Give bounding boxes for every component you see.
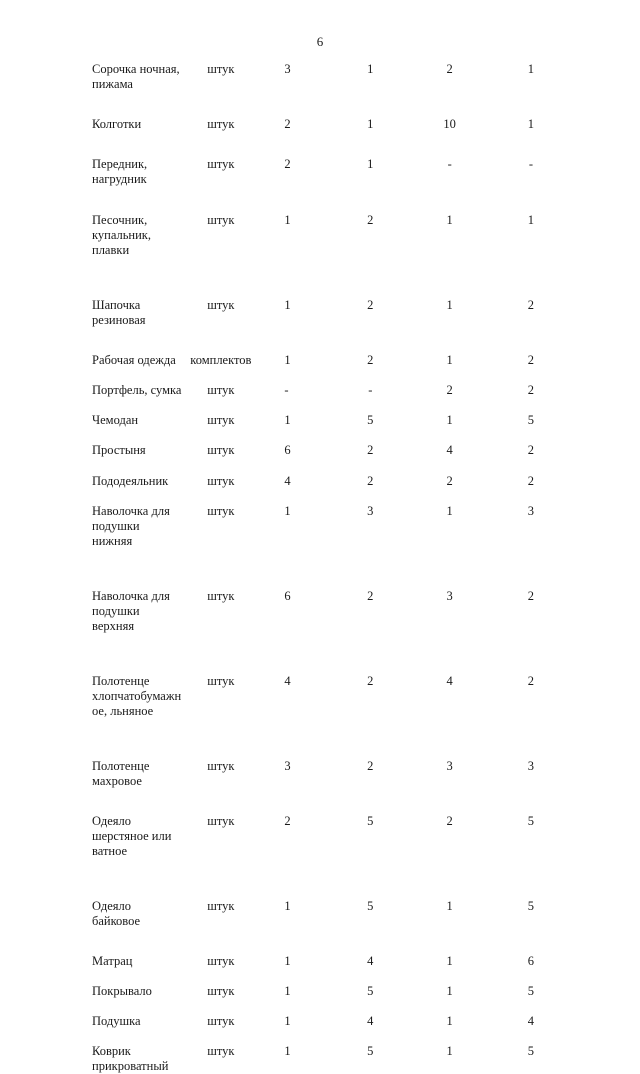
value-col-4: 5 <box>527 984 535 998</box>
item-unit: штук <box>207 383 235 397</box>
value-col-4: 6 <box>527 954 535 968</box>
value-col-1: 1 <box>284 353 291 367</box>
value-col-3: 1 <box>446 413 453 427</box>
item-name: Подушка <box>92 1014 141 1028</box>
value-col-2: 4 <box>367 1014 374 1028</box>
item-unit: штук <box>207 759 235 773</box>
value-col-4: 5 <box>527 899 535 913</box>
value-col-4: 5 <box>527 1044 535 1058</box>
item-name: Полотенце хлопчатобумажн ое, льняное <box>92 674 182 718</box>
value-col-3: 4 <box>446 443 453 457</box>
item-unit: штук <box>207 954 235 968</box>
item-unit: штук <box>207 589 235 603</box>
item-name: Одеяло байковое <box>92 899 141 928</box>
item-unit: штук <box>207 443 235 457</box>
item-unit: штук <box>207 899 235 913</box>
value-col-1: 4 <box>284 674 291 688</box>
item-unit: комплектов <box>190 353 252 367</box>
table-row <box>92 589 572 634</box>
item-name: Передник, нагрудник <box>92 157 148 186</box>
value-col-2: - <box>368 383 373 397</box>
value-col-1: - <box>284 383 289 397</box>
item-name: Колготки <box>92 117 142 131</box>
value-col-2: 1 <box>367 62 374 76</box>
value-col-4: 4 <box>527 1014 535 1028</box>
value-col-1: 4 <box>284 474 291 488</box>
value-col-4: 1 <box>527 117 535 131</box>
value-col-2: 1 <box>367 117 374 131</box>
table-row <box>92 674 572 719</box>
table-row <box>92 1014 572 1029</box>
value-col-3: 2 <box>446 383 453 397</box>
table-row <box>92 383 572 398</box>
table-row <box>92 353 572 368</box>
value-col-4: 5 <box>527 413 535 427</box>
value-col-1: 1 <box>284 298 291 312</box>
item-name: Пододеяльник <box>92 474 169 488</box>
value-col-3: 1 <box>446 353 453 367</box>
item-unit: штук <box>207 504 235 518</box>
item-unit: штук <box>207 1014 235 1028</box>
value-col-4: 1 <box>527 62 535 76</box>
value-col-3: 1 <box>446 1014 453 1028</box>
value-col-1: 2 <box>284 117 291 131</box>
value-col-1: 6 <box>284 589 291 603</box>
item-name: Матрац <box>92 954 133 968</box>
table-row <box>92 984 572 999</box>
value-col-4: 2 <box>527 298 535 312</box>
value-col-4: 1 <box>527 213 535 227</box>
value-col-4: 2 <box>527 443 535 457</box>
item-unit: штук <box>207 413 235 427</box>
page-number: 6 <box>316 34 324 49</box>
item-unit: штук <box>207 157 235 171</box>
value-col-2: 2 <box>367 589 374 603</box>
item-unit: штук <box>207 814 235 828</box>
table-row <box>92 474 572 489</box>
value-col-1: 3 <box>284 759 291 773</box>
value-col-1: 3 <box>284 62 291 76</box>
value-col-1: 1 <box>284 1044 291 1058</box>
value-col-3: 1 <box>446 1044 453 1058</box>
value-col-1: 1 <box>284 1014 291 1028</box>
table-row <box>92 814 572 859</box>
value-col-1: 2 <box>284 814 291 828</box>
item-name: Сорочка ночная, пижама <box>92 62 180 91</box>
value-col-3: 1 <box>446 984 453 998</box>
value-col-1: 6 <box>284 443 291 457</box>
item-name: Шапочка резиновая <box>92 298 146 327</box>
value-col-2: 5 <box>367 413 374 427</box>
item-name: Покрывало <box>92 984 152 998</box>
item-name: Рабочая одежда <box>92 353 176 367</box>
value-col-3: 2 <box>446 474 453 488</box>
table-row <box>92 157 572 187</box>
value-col-2: 2 <box>367 213 374 227</box>
table-row <box>92 504 572 549</box>
value-col-2: 5 <box>367 814 374 828</box>
value-col-2: 2 <box>367 443 374 457</box>
value-col-3: 1 <box>446 504 453 518</box>
value-col-4: 2 <box>527 589 535 603</box>
table-row <box>92 954 572 969</box>
value-col-4: 2 <box>527 383 535 397</box>
value-col-3: 3 <box>446 759 453 773</box>
table-row <box>92 759 572 789</box>
value-col-1: 1 <box>284 504 291 518</box>
table-row <box>92 443 572 458</box>
value-col-3: 2 <box>446 814 453 828</box>
value-col-4: 2 <box>527 674 535 688</box>
item-unit: штук <box>207 674 235 688</box>
table-row <box>92 1044 572 1074</box>
value-col-1: 1 <box>284 899 291 913</box>
value-col-2: 2 <box>367 674 374 688</box>
value-col-2: 5 <box>367 984 374 998</box>
item-name: Простыня <box>92 443 146 457</box>
item-unit: штук <box>207 298 235 312</box>
item-name: Наволочка для подушки верхняя <box>92 589 170 633</box>
value-col-1: 1 <box>284 954 291 968</box>
supply-table <box>92 62 572 1074</box>
value-col-4: 5 <box>527 814 535 828</box>
value-col-1: 1 <box>284 413 291 427</box>
value-col-2: 2 <box>367 759 374 773</box>
value-col-1: 2 <box>284 157 291 171</box>
value-col-2: 4 <box>367 954 374 968</box>
item-unit: штук <box>207 474 235 488</box>
item-name: Коврик прикроватный <box>92 1044 169 1073</box>
value-col-3: 1 <box>446 954 453 968</box>
value-col-4: 3 <box>527 504 535 518</box>
value-col-2: 3 <box>367 504 374 518</box>
value-col-3: 1 <box>446 899 453 913</box>
table-row <box>92 117 572 132</box>
item-unit: штук <box>207 117 235 131</box>
value-col-3: 1 <box>446 213 453 227</box>
value-col-2: 5 <box>367 1044 374 1058</box>
item-unit: штук <box>207 984 235 998</box>
value-col-2: 2 <box>367 474 374 488</box>
item-name: Портфель, сумка <box>92 383 182 397</box>
value-col-3: 10 <box>443 117 456 131</box>
table-row <box>92 62 572 92</box>
table-row <box>92 899 572 929</box>
item-unit: штук <box>207 1044 235 1058</box>
value-col-2: 2 <box>367 353 374 367</box>
value-col-2: 5 <box>367 899 374 913</box>
item-name: Одеяло шерстяное или ватное <box>92 814 172 858</box>
value-col-1: 1 <box>284 984 291 998</box>
item-unit: штук <box>207 62 235 76</box>
value-col-3: 3 <box>446 589 453 603</box>
value-col-1: 1 <box>284 213 291 227</box>
item-name: Наволочка для подушки нижняя <box>92 504 170 548</box>
item-unit: штук <box>207 213 235 227</box>
value-col-4: 2 <box>527 474 535 488</box>
table-row <box>92 298 572 328</box>
table-row <box>92 413 572 428</box>
value-col-3: 1 <box>446 298 453 312</box>
table-row <box>92 213 572 258</box>
item-name: Чемодан <box>92 413 139 427</box>
value-col-3: 4 <box>446 674 453 688</box>
value-col-4: 3 <box>527 759 535 773</box>
item-name: Песочник, купальник, плавки <box>92 213 152 257</box>
item-name: Полотенце махровое <box>92 759 150 788</box>
value-col-2: 1 <box>367 157 374 171</box>
value-col-3: - <box>447 157 452 171</box>
value-col-4: - <box>528 157 533 171</box>
value-col-4: 2 <box>527 353 535 367</box>
value-col-2: 2 <box>367 298 374 312</box>
value-col-3: 2 <box>446 62 453 76</box>
